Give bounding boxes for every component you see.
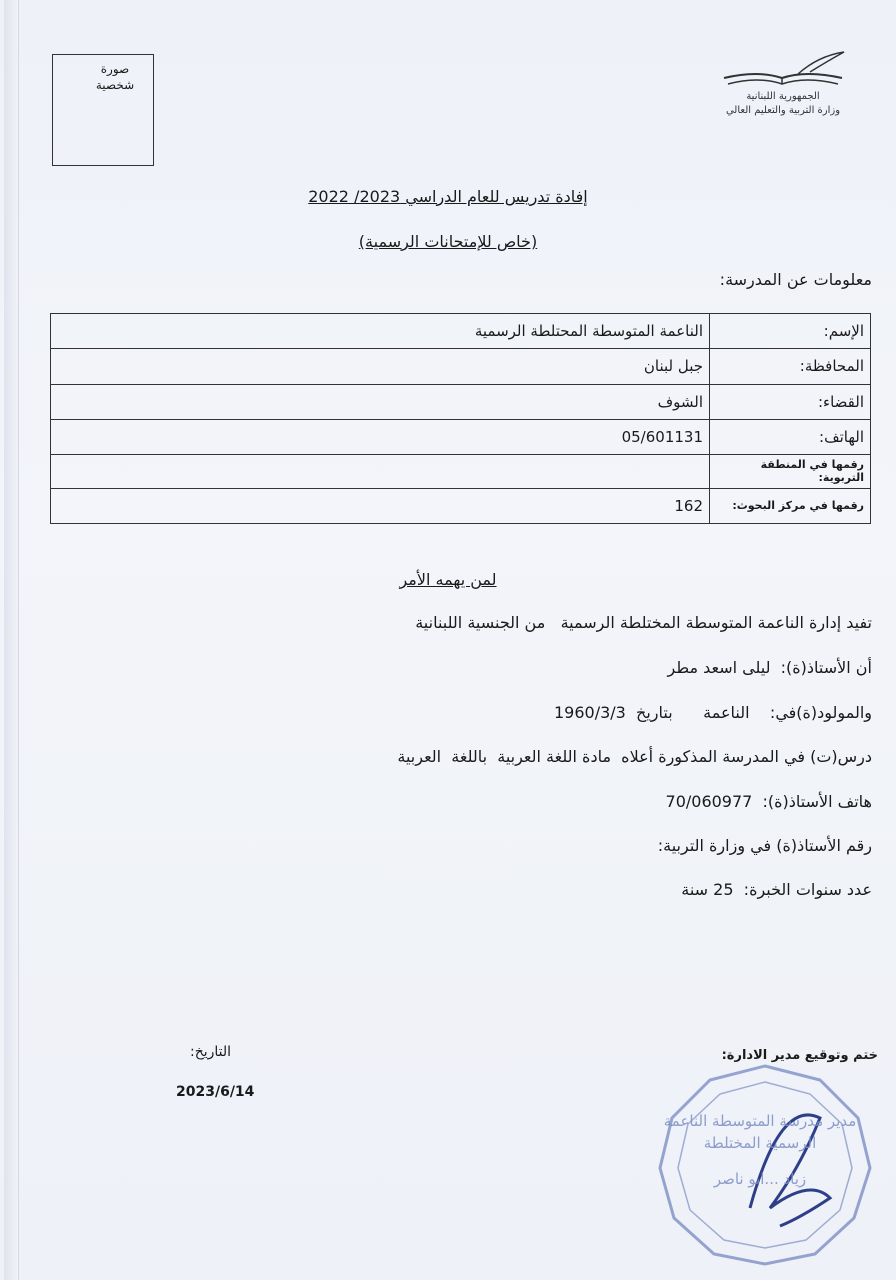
field-key: الهاتف: [710,419,871,454]
school-section-label: معلومات عن المدرسة: [719,270,872,289]
table-row [51,419,871,454]
field-key: القضاء: [710,384,871,419]
book-logo-icon [718,48,848,90]
republic-text: الجمهورية اللبنانية [746,91,820,102]
body-line: عدد سنوات الخبرة: 25 سنة [681,880,872,899]
field-value: 05/601131 [51,419,710,454]
photo-label-line1: صورة [100,62,130,76]
body-line: تفيد إدارة الناعمة المتوسطة المختلطة الرسمية من الجنسية اللبنانية [415,613,872,632]
table-row [51,384,871,419]
stamp-line: الرسمية المختلطة [703,1134,817,1152]
photo-label [85,61,145,93]
field-value: جبل لبنان [51,349,710,384]
body-line: والمولود(ة)في: الناعمة بتاريخ 1960/3/3 [553,703,872,722]
signature-label: ختم وتوقيع مدير الادارة: [721,1048,878,1063]
official-stamp [650,1058,880,1268]
ministry-logo [710,48,856,128]
school-info-table [50,313,871,524]
field-value: 162 [51,488,710,523]
table-row [51,314,871,349]
stamp-line: مدير مدرسة المتوسطة الناعمة [663,1112,857,1130]
field-value [51,455,710,488]
table-row [51,488,871,523]
stamp-line: زياد ...ابو ناصر [713,1170,807,1188]
document-subtitle: (خاص للإمتحانات الرسمية) [358,232,538,251]
date-label: التاريخ: [190,1044,232,1060]
body-line: درس(ت) في المدرسة المذكورة أعلاه مادة اللغة العربية باللغة العربية [397,747,872,766]
field-key: الإسم: [710,314,871,349]
field-value: الناعمة المتوسطة المحتلطة الرسمية [51,314,710,349]
body-line: هاتف الأستاذ(ة): 70/060977 [665,792,872,811]
photo-placeholder [52,54,154,166]
field-key: المحافظة: [710,349,871,384]
field-value: الشوف [51,384,710,419]
to-whom-heading: لمن يهمه الأمر [399,570,497,589]
body-line: أن الأستاذ(ة): ليلى اسعد مطر [667,658,872,677]
photo-label-line2: شخصية [95,78,135,92]
field-key: رقمها في مركز البحوث: [710,488,871,523]
field-key: رقمها في المنطقة التربوية: [710,455,871,488]
body-line: رقم الأستاذ(ة) في وزارة التربية: [657,836,872,855]
date-value: 2023/6/14 [176,1084,255,1100]
document-title: إفادة تدريس للعام الدراسي 2023/ 2022 [308,187,588,206]
table-row [51,349,871,384]
ministry-text: وزارة التربية والتعليم العالي [725,105,841,116]
table-row [51,455,871,488]
